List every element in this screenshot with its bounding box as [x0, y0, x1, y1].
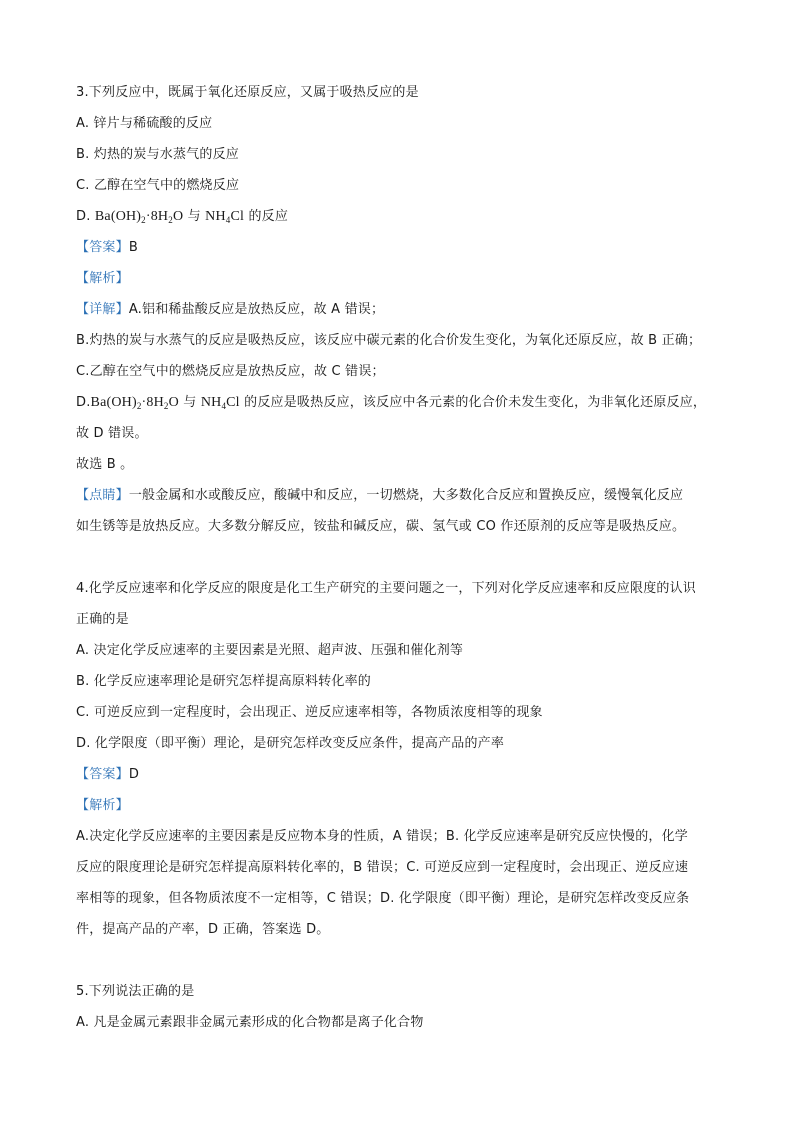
- formula-part: O: [168, 395, 179, 410]
- formula-part: Cl: [226, 395, 240, 410]
- q4-option-d: D. 化学限度（即平衡）理论，是研究怎样改变反应条件，提高产品的产率: [76, 736, 505, 751]
- q4-option-a: A. 决定化学反应速率的主要因素是光照、超声波、压强和催化剂等: [76, 643, 464, 658]
- answer-tag: 【答案】: [76, 767, 129, 782]
- q4-analysis-tag: 【解析】: [76, 798, 129, 813]
- tip-tag: 【点睛】: [76, 488, 129, 503]
- formula-subscript: 2: [168, 215, 173, 225]
- q3-detail-4: [76, 394, 706, 412]
- detail-text: A.铝和稀盐酸反应是放热反应，故 A 错误；: [128, 302, 385, 317]
- answer-value: B: [128, 240, 138, 255]
- formula-baoh2: [91, 395, 179, 410]
- q3-detail-3: C.乙醇在空气中的燃烧反应是放热反应，故 C 错误；: [76, 364, 385, 379]
- detail-4-label: D.: [76, 395, 91, 410]
- formula-part: ·8H: [141, 395, 164, 410]
- detail-4-with: 与: [178, 395, 201, 410]
- formula-part: Ba(OH): [94, 209, 142, 224]
- q5-stem: 5.下列说法正确的是: [76, 984, 195, 999]
- q3-tip-1: [76, 487, 683, 505]
- q4-option-c: C. 可逆反应到一定程度时，会出现正、逆反应速率相等，各物质浓度相等的现象: [76, 705, 543, 720]
- q3-stem: 3.下列反应中，既属于氧化还原反应，又属于吸热反应的是: [76, 85, 419, 100]
- q3-option-c: C. 乙醇在空气中的燃烧反应: [76, 178, 240, 193]
- formula-subscript: 2: [136, 401, 142, 411]
- q3-choose: 故选 B 。: [76, 457, 134, 472]
- formula-baoh2: [95, 209, 183, 224]
- formula-part: NH: [200, 395, 222, 410]
- q3-option-d-with: 与: [183, 209, 206, 224]
- q5-option-a: A. 凡是金属元素跟非金属元素形成的化合物都是离子化合物: [76, 1015, 424, 1030]
- detail-4-tail: 的反应是吸热反应，该反应中各元素的化合价未发生变化，为非氧化还原反应，: [239, 395, 707, 410]
- formula-nh4cl: [201, 395, 240, 410]
- formula-part: ·8H: [145, 209, 169, 224]
- q4-analysis-4: 件，提高产品的产率，D 正确，答案选 D。: [76, 922, 330, 937]
- tip-text: 一般金属和水或酸反应，酸碱中和反应，一切燃烧，大多数化合反应和置换反应，缓慢氧化反应: [128, 488, 684, 503]
- q3-detail-1: [76, 301, 384, 319]
- q4-stem-2: 正确的是: [76, 612, 129, 627]
- answer-value: D: [128, 767, 140, 782]
- q3-option-b: B. 灼热的炭与水蒸气的反应: [76, 147, 239, 162]
- q4-stem-1: 4.化学反应速率和化学反应的限度是化工生产研究的主要问题之一，下列对化学反应速率和反应限度的认识: [76, 581, 697, 596]
- q3-analysis-tag: 【解析】: [76, 271, 129, 286]
- formula-part: Ba(OH): [90, 395, 137, 410]
- formula-subscript: 2: [163, 401, 169, 411]
- q4-analysis-1: A.决定化学反应速率的主要因素是反应物本身的性质，A 错误；B. 化学反应速率是研究反应快慢的，化学: [76, 829, 689, 844]
- q4-option-b: B. 化学反应速率理论是研究怎样提高原料转化率的: [76, 674, 371, 689]
- q3-option-d-tail: 的反应: [244, 209, 289, 224]
- q3-detail-5: 故 D 错误。: [76, 426, 148, 441]
- formula-subscript: 4: [221, 401, 227, 411]
- formula-subscript: 4: [225, 215, 231, 225]
- q3-tip-2: 如生锈等是放热反应。大多数分解反应，铵盐和碱反应，碳、氢气或 CO 作还原剂的反应等是吸热反应。: [76, 519, 686, 534]
- q4-analysis-3: 率相等的现象，但各物质浓度不一定相等，C 错误；D. 化学限度（即平衡）理论，是研究怎样改变反应条: [76, 891, 690, 906]
- answer-tag: 【答案】: [76, 240, 129, 255]
- formula-part: NH: [205, 209, 226, 224]
- detail-tag: 【详解】: [76, 302, 129, 317]
- q4-answer: [76, 766, 139, 784]
- q3-answer: [76, 239, 138, 257]
- q4-analysis-2: 反应的限度理论是研究怎样提高原料转化率的，B 错误；C. 可逆反应到一定程度时，会出现正、逆反应速: [76, 860, 689, 875]
- q3-option-a: A. 锌片与稀硫酸的反应: [76, 116, 213, 131]
- q3-detail-2: B.灼热的炭与水蒸气的反应是吸热反应，该反应中碳元素的化合价发生变化，为氧化还原反应，故 B 正确；: [76, 333, 702, 348]
- formula-part: O: [172, 209, 184, 224]
- formula-part: Cl: [230, 209, 245, 224]
- q3-option-d-label: D.: [76, 209, 95, 224]
- formula-nh4cl: [205, 209, 244, 224]
- q3-option-d: [76, 208, 288, 226]
- formula-subscript: 2: [141, 215, 146, 225]
